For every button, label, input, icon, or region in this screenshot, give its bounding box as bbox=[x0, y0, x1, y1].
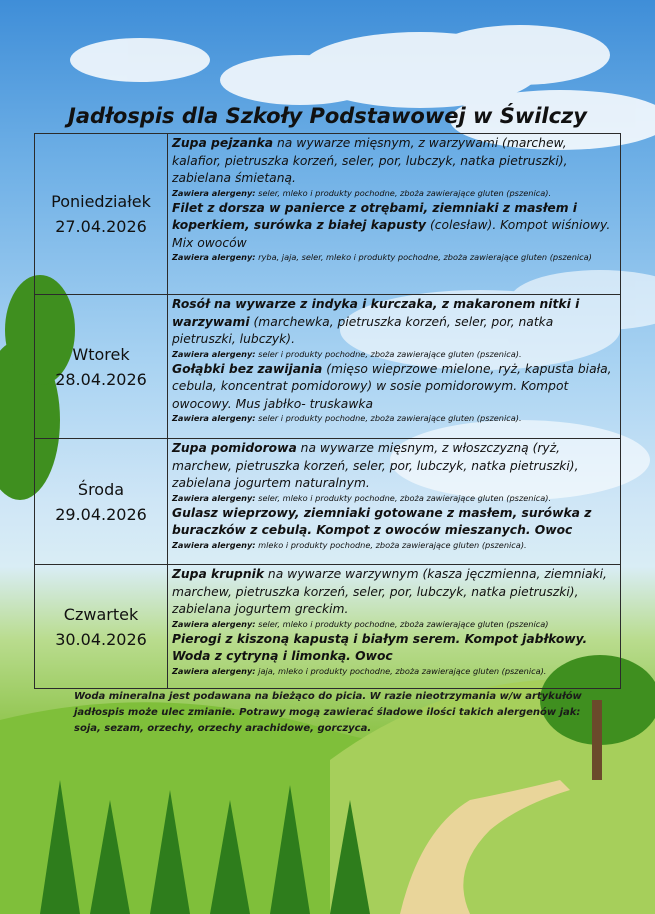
day-name: Czwartek bbox=[63, 604, 139, 624]
dish-details: (mięso wieprzowe mielone, ryż, kapusta biała, cebula, koncentrat pomidorowy) w sosie pomidorowym. Kompot owocowy. Mus jabłko- truskawka bbox=[172, 361, 612, 411]
allergen-info bbox=[172, 540, 616, 551]
allergen-info bbox=[172, 493, 616, 504]
allergen-label: Zawiera alergeny: bbox=[172, 413, 256, 423]
dish-main: Pierogi z kiszoną kapustą i białym serem. Kompot jabłkowy. Woda z cytryną i limonką. Owoc bbox=[172, 631, 588, 663]
dish-main: Zupa krupnik bbox=[172, 567, 264, 581]
dish-main: Filet z dorsza w panierce z otrębami, ziemniaki z masłem i koperkiem, surówka z białej kapusty bbox=[172, 200, 578, 232]
dish-description bbox=[172, 135, 616, 188]
menu-row-tuesday bbox=[35, 295, 621, 439]
dish-main: Gołąbki bez zawijania bbox=[172, 361, 323, 376]
allergen-list: seler, mleko i produkty pochodne, zboża zawierające gluten (pszenica). bbox=[255, 492, 552, 503]
allergen-list: jaja, mleko i produkty pochodne, zboża zawierające gluten (pszenica). bbox=[255, 665, 547, 676]
dishes-cell bbox=[168, 565, 621, 689]
dishes-cell bbox=[168, 295, 621, 439]
allergen-info bbox=[172, 188, 616, 199]
dish-description bbox=[172, 200, 616, 253]
dish-description bbox=[172, 296, 616, 349]
day-cell bbox=[35, 134, 168, 295]
dishes-cell bbox=[168, 134, 621, 295]
dish-main: Zupa pejzanka bbox=[172, 136, 274, 150]
allergen-label: Zawiera alergeny: bbox=[172, 348, 256, 359]
dish-main: Zupa pomidorowa bbox=[172, 441, 297, 455]
allergen-label: Zawiera alergeny: bbox=[172, 252, 256, 262]
day-name: Wtorek bbox=[72, 344, 130, 364]
day-cell bbox=[35, 439, 168, 565]
dish-main: Gulasz wieprzowy, ziemniaki gotowane z masłem, surówka z buraczków z cebulą. Kompot z owoców mieszanych. Owoc bbox=[172, 505, 592, 537]
allergen-info bbox=[172, 413, 616, 424]
allergen-label: Zawiera alergeny: bbox=[172, 539, 256, 550]
allergen-label: Zawiera alergeny: bbox=[172, 492, 256, 503]
page-title: Jadłospis dla Szkoły Podstawowej w Świlczy bbox=[68, 104, 587, 128]
allergen-label: Zawiera alergeny: bbox=[172, 187, 256, 198]
dish-description bbox=[172, 566, 616, 619]
dishes-cell bbox=[168, 439, 621, 565]
allergen-label: Zawiera alergeny: bbox=[172, 618, 256, 629]
day-cell bbox=[35, 295, 168, 439]
day-date: 27.04.2026 bbox=[55, 217, 147, 236]
dish-description bbox=[172, 440, 616, 493]
day-date: 30.04.2026 bbox=[55, 629, 147, 649]
menu-table bbox=[34, 133, 621, 689]
allergen-list: mleko i produkty pochodne, zboża zawierające gluten (pszenica). bbox=[255, 539, 527, 550]
dish-main: Rosół na wywarze z indyka i kurczaka, z makaronem nitki i warzywami bbox=[172, 297, 580, 329]
allergen-list: ryba, jaja, seler, mleko i produkty pochodne, zboża zawierające gluten (pszenica) bbox=[255, 252, 592, 262]
allergen-info bbox=[172, 619, 616, 630]
menu-row-monday bbox=[35, 134, 621, 295]
day-date: 29.04.2026 bbox=[55, 504, 147, 524]
allergen-label: Zawiera alergeny: bbox=[172, 665, 256, 676]
allergen-info bbox=[172, 252, 616, 263]
menu-row-wednesday bbox=[35, 439, 621, 565]
allergen-list: seler i produkty pochodne, zboża zawierające gluten (pszenica). bbox=[255, 348, 522, 359]
footer-note: Woda mineralna jest podawana na bieżąco do picia. W razie nieotrzymania w/w artykułów jadłospis może ulec zmianie. Potrawy mogą zawierać śladowe ilości takich alergenów jak: soja, sezam, orzechy, orzechy arachidowe, gorczyca. bbox=[74, 691, 582, 734]
dish-description bbox=[172, 361, 616, 414]
menu-row-thursday bbox=[35, 565, 621, 689]
dish-description bbox=[172, 505, 616, 540]
dish-details: na wywarze mięsnym, z warzywami (marchew, kalafior, pietruszka korzeń, seler, por, lubczyk, natka pietruszki), zabielana śmietaną. bbox=[172, 136, 568, 185]
dish-description bbox=[172, 631, 616, 666]
allergen-info bbox=[172, 349, 616, 360]
allergen-list: seler, mleko i produkty pochodne, zboża zawierające gluten (pszenica) bbox=[255, 618, 549, 629]
day-name: Poniedziałek bbox=[51, 192, 151, 211]
day-cell bbox=[35, 565, 168, 689]
day-name: Środa bbox=[77, 479, 125, 499]
dish-details: (marchewka, pietruszka korzeń, seler, por, natka pietruszki, lubczyk). bbox=[172, 314, 554, 346]
allergen-list: seler, mleko i produkty pochodne, zboża zawierające gluten (pszenica). bbox=[255, 187, 552, 198]
dish-details: na wywarze mięsnym, z włoszczyzną (ryż, marchew, pietruszka korzeń, seler, por, lubczyk, natka pietruszki), zabielana jogurtem naturalnym. bbox=[172, 441, 579, 490]
allergen-info bbox=[172, 666, 616, 677]
day-date: 28.04.2026 bbox=[55, 369, 147, 389]
allergen-list: seler i produkty pochodne, zboża zawierające gluten (pszenica). bbox=[255, 413, 522, 423]
dish-details: (colesław). Kompot wiśniowy. Mix owoców bbox=[172, 218, 611, 250]
dish-details: na wywarze warzywnym (kasza jęczmienna, ziemniaki, marchew, pietruszka korzeń, seler, por, lubczyk, natka pietruszki), zabielana jogurtem greckim. bbox=[172, 567, 607, 616]
